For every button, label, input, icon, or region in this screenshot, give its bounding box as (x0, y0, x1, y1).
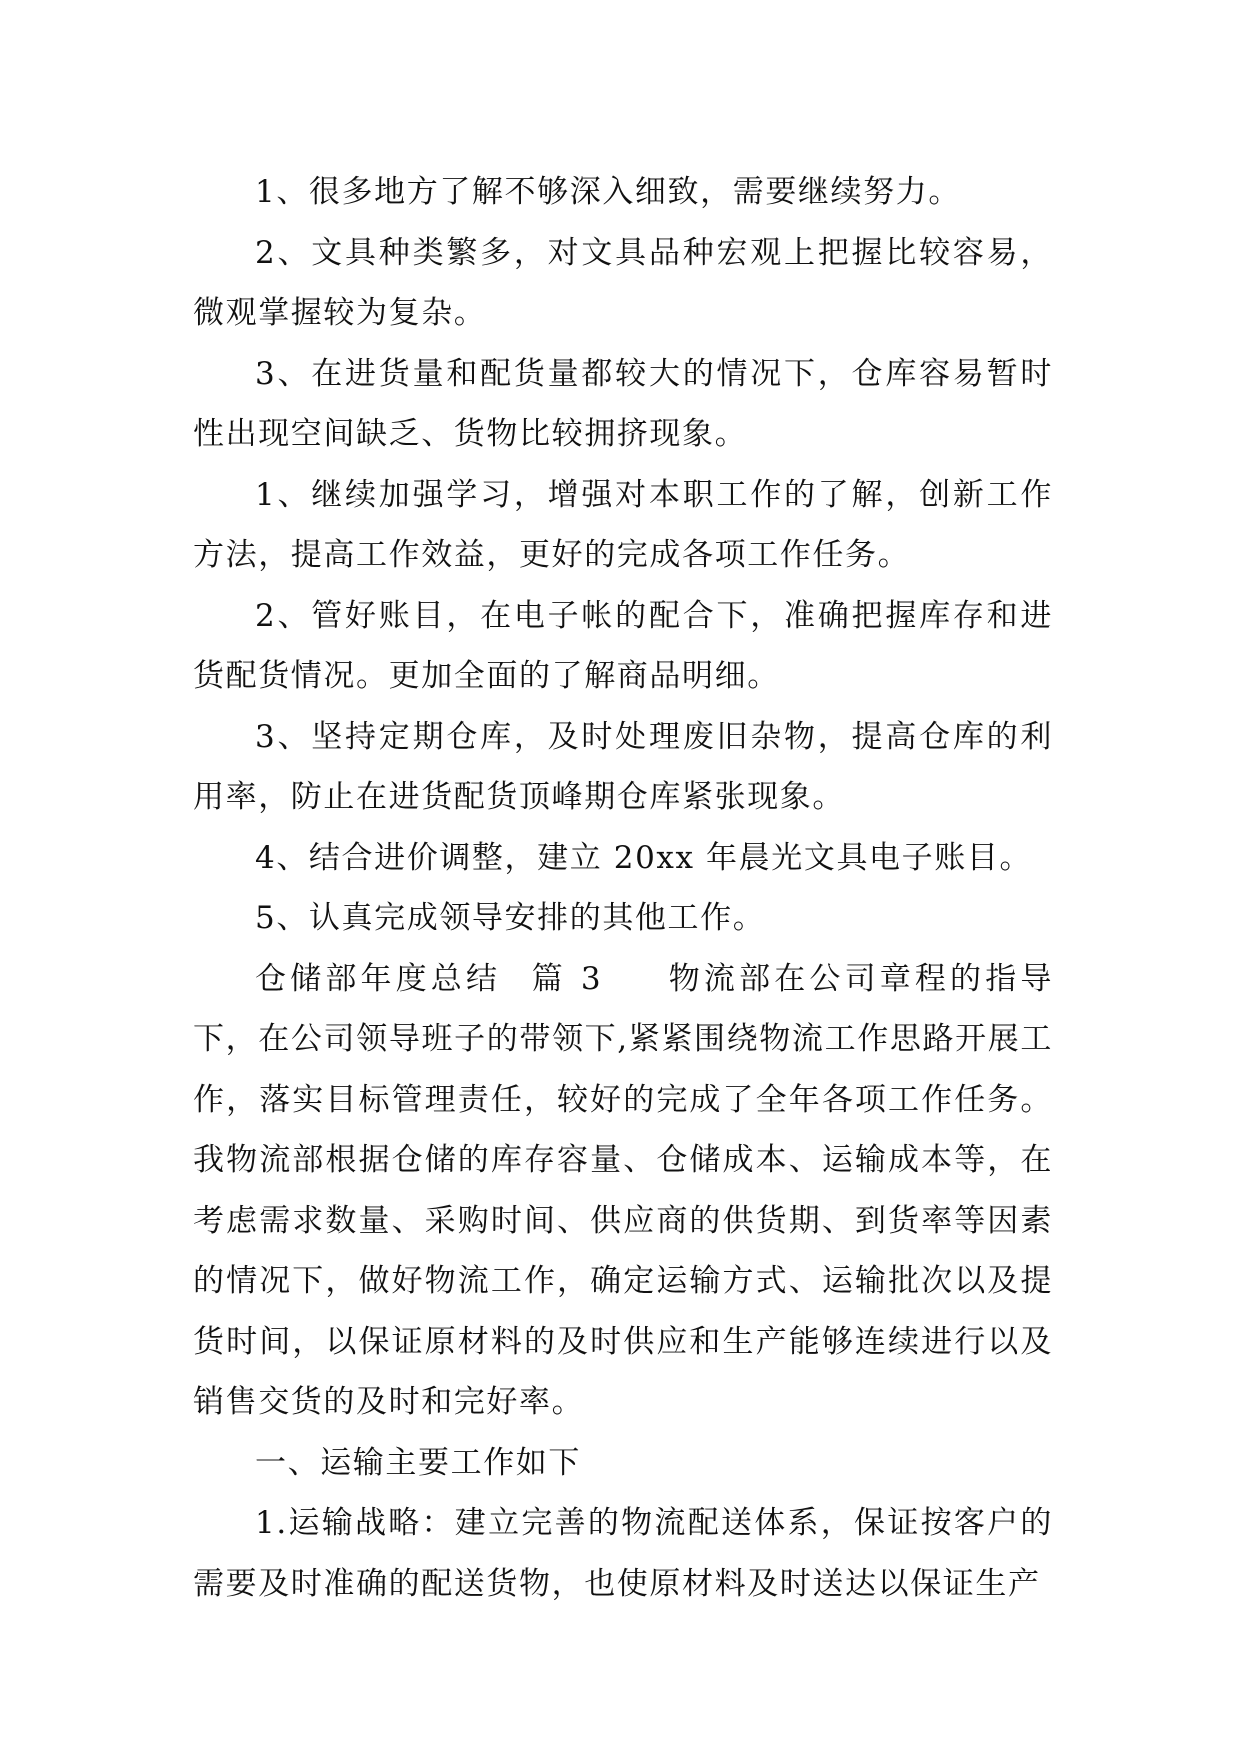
paragraph-plan-4: 4、结合进价调整，建立 20xx 年晨光文具电子账目。 (255, 839, 1033, 876)
document-body (193, 162, 1053, 1614)
paragraph-plan-1: 1、继续加强学习，增强对本职工作的了解，创新工作方法，提高工作效益，更好的完成各项工作任务。 (193, 476, 1053, 573)
paragraph-problem-1: 1、很多地方了解不够深入细致，需要继续努力。 (255, 174, 961, 210)
section-intro: 物流部在公司章程的指导下，在公司领导班子的带领下,紧紧围绕物流工作思路开展工作，落实目标管理责任，较好的完成了全年各项工作任务。我物流部根据仓储的库存容量、仓储成本、运输成本等，在考虑需求数量、采购时间、供应商的供货期、到货率等因素的情况下，做好物流工作，确定运输方式、运输批次以及提货时间，以保证原材料的及时供应和生产能够连续进行以及销售交货的及时和完好率。 (193, 960, 1053, 1420)
section-paragraph (193, 949, 1053, 1433)
subheading-transport: 一、运输主要工作如下 (255, 1444, 581, 1481)
section-label: 篇 3 (529, 960, 603, 997)
paragraph-problem-2: 2、文具种类繁多，对文具品种宏观上把握比较容易，微观掌握较为复杂。 (193, 234, 1053, 331)
paragraph-problem-3: 3、在进货量和配货量都较大的情况下，仓库容易暂时性出现空间缺乏、货物比较拥挤现象。 (193, 355, 1053, 452)
paragraph-transport-strategy: 1.运输战略：建立完善的物流配送体系，保证按客户的需要及时准确的配送货物，也使原材料及时送达以保证生产 (193, 1505, 1053, 1602)
paragraph-plan-5: 5、认真完成领导安排的其他工作。 (255, 900, 766, 936)
paragraph-plan-2: 2、管好账目，在电子帐的配合下，准确把握库存和进货配货情况。更加全面的了解商品明细。 (193, 597, 1053, 694)
paragraph-plan-3: 3、坚持定期仓库，及时处理废旧杂物，提高仓库的利用率，防止在进货配货顶峰期仓库紧张现象。 (193, 718, 1053, 815)
section-title: 仓储部年度总结 (255, 960, 502, 997)
